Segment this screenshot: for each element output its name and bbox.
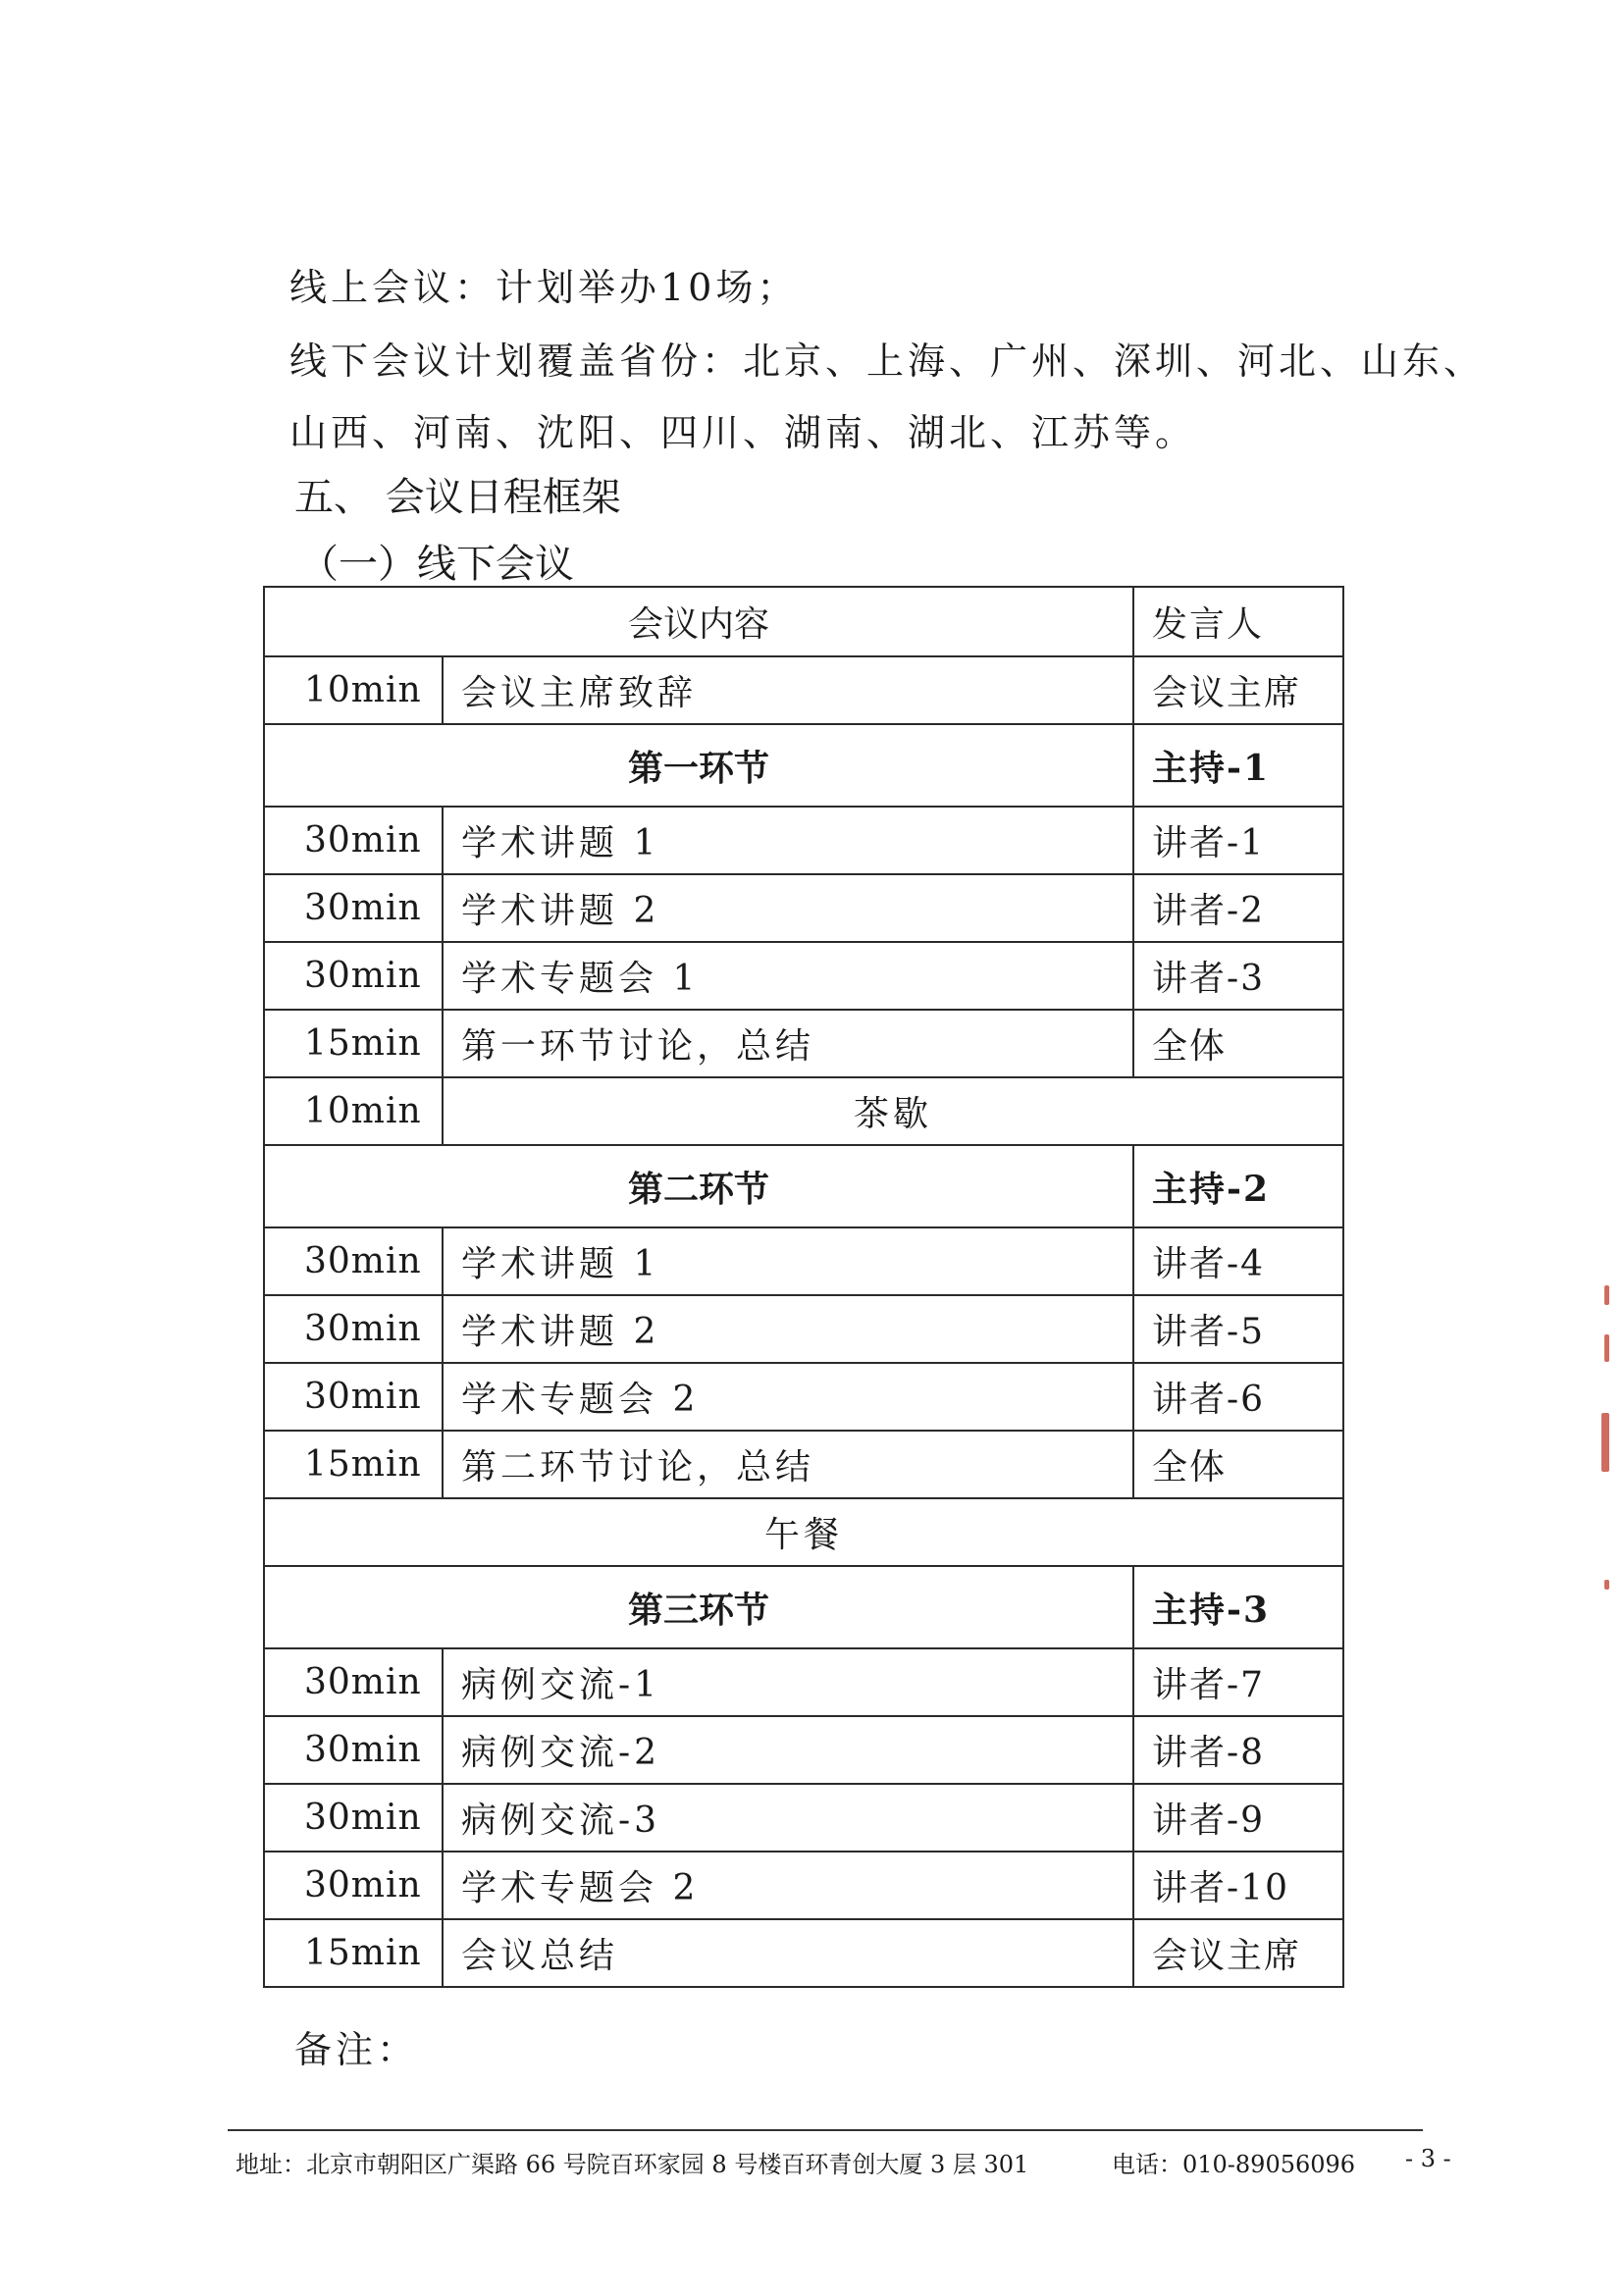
row-time: 30min <box>264 1227 443 1295</box>
table-row <box>264 1784 1343 1852</box>
intro-line-3: 山西、河南、沈阳、四川、湖南、湖北、江苏等。 <box>289 411 1197 454</box>
table-row <box>264 1227 1343 1295</box>
row-content: 学术讲题 1 <box>443 1227 1133 1295</box>
schedule-table <box>263 586 1344 1988</box>
lunch-label: 午餐 <box>264 1498 1343 1566</box>
lunch-row <box>264 1498 1343 1566</box>
page-number: - 3 - <box>1405 2145 1451 2172</box>
row-content: 第二环节讨论，总结 <box>443 1431 1133 1498</box>
row-time: 10min <box>264 656 443 724</box>
seal-edge-mark <box>1601 1413 1609 1472</box>
row-content: 会议主席致辞 <box>443 656 1133 724</box>
row-speaker: 会议主席 <box>1133 656 1343 724</box>
table-header-row <box>264 587 1343 656</box>
tea-break-label: 茶歇 <box>443 1077 1343 1145</box>
row-time: 30min <box>264 874 443 942</box>
section-row-2 <box>264 1145 1343 1227</box>
table-row <box>264 1363 1343 1431</box>
row-content: 会议总结 <box>443 1919 1133 1987</box>
row-content: 第一环节讨论，总结 <box>443 1010 1133 1077</box>
row-time: 30min <box>264 1295 443 1363</box>
section-host: 主持-3 <box>1133 1566 1343 1648</box>
row-speaker: 讲者-4 <box>1133 1227 1343 1295</box>
seal-edge-mark <box>1604 1334 1609 1362</box>
section-host: 主持-2 <box>1133 1145 1343 1227</box>
section-row-1 <box>264 724 1343 807</box>
row-speaker: 讲者-7 <box>1133 1648 1343 1716</box>
row-content: 学术讲题 2 <box>443 1295 1133 1363</box>
table-row <box>264 942 1343 1010</box>
table-row <box>264 1010 1343 1077</box>
row-time: 15min <box>264 1919 443 1987</box>
seal-edge-mark <box>1604 1580 1609 1590</box>
header-content: 会议内容 <box>264 587 1133 656</box>
row-time: 30min <box>264 807 443 874</box>
table-row <box>264 1295 1343 1363</box>
section-title: 第一环节 <box>264 724 1133 807</box>
tea-break-row <box>264 1077 1343 1145</box>
row-content: 病例交流-1 <box>443 1648 1133 1716</box>
row-speaker: 全体 <box>1133 1010 1343 1077</box>
row-content: 学术专题会 1 <box>443 942 1133 1010</box>
section-title: 第二环节 <box>264 1145 1133 1227</box>
row-content: 学术讲题 1 <box>443 807 1133 874</box>
intro-line-2: 线下会议计划覆盖省份：北京、上海、广州、深圳、河北、山东、 <box>289 339 1486 383</box>
table-row <box>264 807 1343 874</box>
remark-label: 备注： <box>294 2028 419 2071</box>
intro-line-1: 线上会议：计划举办10场； <box>289 266 799 309</box>
row-time: 30min <box>264 1648 443 1716</box>
header-speaker: 发言人 <box>1133 587 1343 656</box>
footer-address: 地址：北京市朝阳区广渠路 66 号院百环家园 8 号楼百环青创大厦 3 层 301 <box>236 2151 1029 2178</box>
row-time: 30min <box>264 942 443 1010</box>
table-row <box>264 656 1343 724</box>
row-time: 30min <box>264 1716 443 1784</box>
table-row <box>264 874 1343 942</box>
section-heading: 五、 会议日程框架 <box>294 475 621 520</box>
row-content: 病例交流-2 <box>443 1716 1133 1784</box>
row-time: 30min <box>264 1784 443 1852</box>
row-time: 15min <box>264 1010 443 1077</box>
row-content: 学术专题会 2 <box>443 1363 1133 1431</box>
section-host: 主持-1 <box>1133 724 1343 807</box>
sub-heading: （一）线下会议 <box>299 542 574 587</box>
row-speaker: 会议主席 <box>1133 1919 1343 1987</box>
row-content: 病例交流-3 <box>443 1784 1133 1852</box>
row-time: 30min <box>264 1852 443 1919</box>
row-speaker: 讲者-8 <box>1133 1716 1343 1784</box>
row-time: 15min <box>264 1431 443 1498</box>
row-content: 学术专题会 2 <box>443 1852 1133 1919</box>
row-content: 学术讲题 2 <box>443 874 1133 942</box>
table-row <box>264 1919 1343 1987</box>
row-time: 30min <box>264 1363 443 1431</box>
row-speaker: 讲者-5 <box>1133 1295 1343 1363</box>
row-speaker: 讲者-6 <box>1133 1363 1343 1431</box>
table-row <box>264 1648 1343 1716</box>
section-title: 第三环节 <box>264 1566 1133 1648</box>
row-speaker: 讲者-3 <box>1133 942 1343 1010</box>
footer-phone: 电话：010-89056096 <box>1112 2151 1356 2178</box>
row-speaker: 讲者-9 <box>1133 1784 1343 1852</box>
table-row <box>264 1852 1343 1919</box>
section-row-3 <box>264 1566 1343 1648</box>
seal-edge-mark <box>1604 1285 1609 1305</box>
row-speaker: 讲者-1 <box>1133 807 1343 874</box>
row-speaker: 讲者-10 <box>1133 1852 1343 1919</box>
table-row <box>264 1431 1343 1498</box>
footer-divider <box>228 2129 1423 2131</box>
row-speaker: 全体 <box>1133 1431 1343 1498</box>
table-row <box>264 1716 1343 1784</box>
row-speaker: 讲者-2 <box>1133 874 1343 942</box>
row-time: 10min <box>264 1077 443 1145</box>
